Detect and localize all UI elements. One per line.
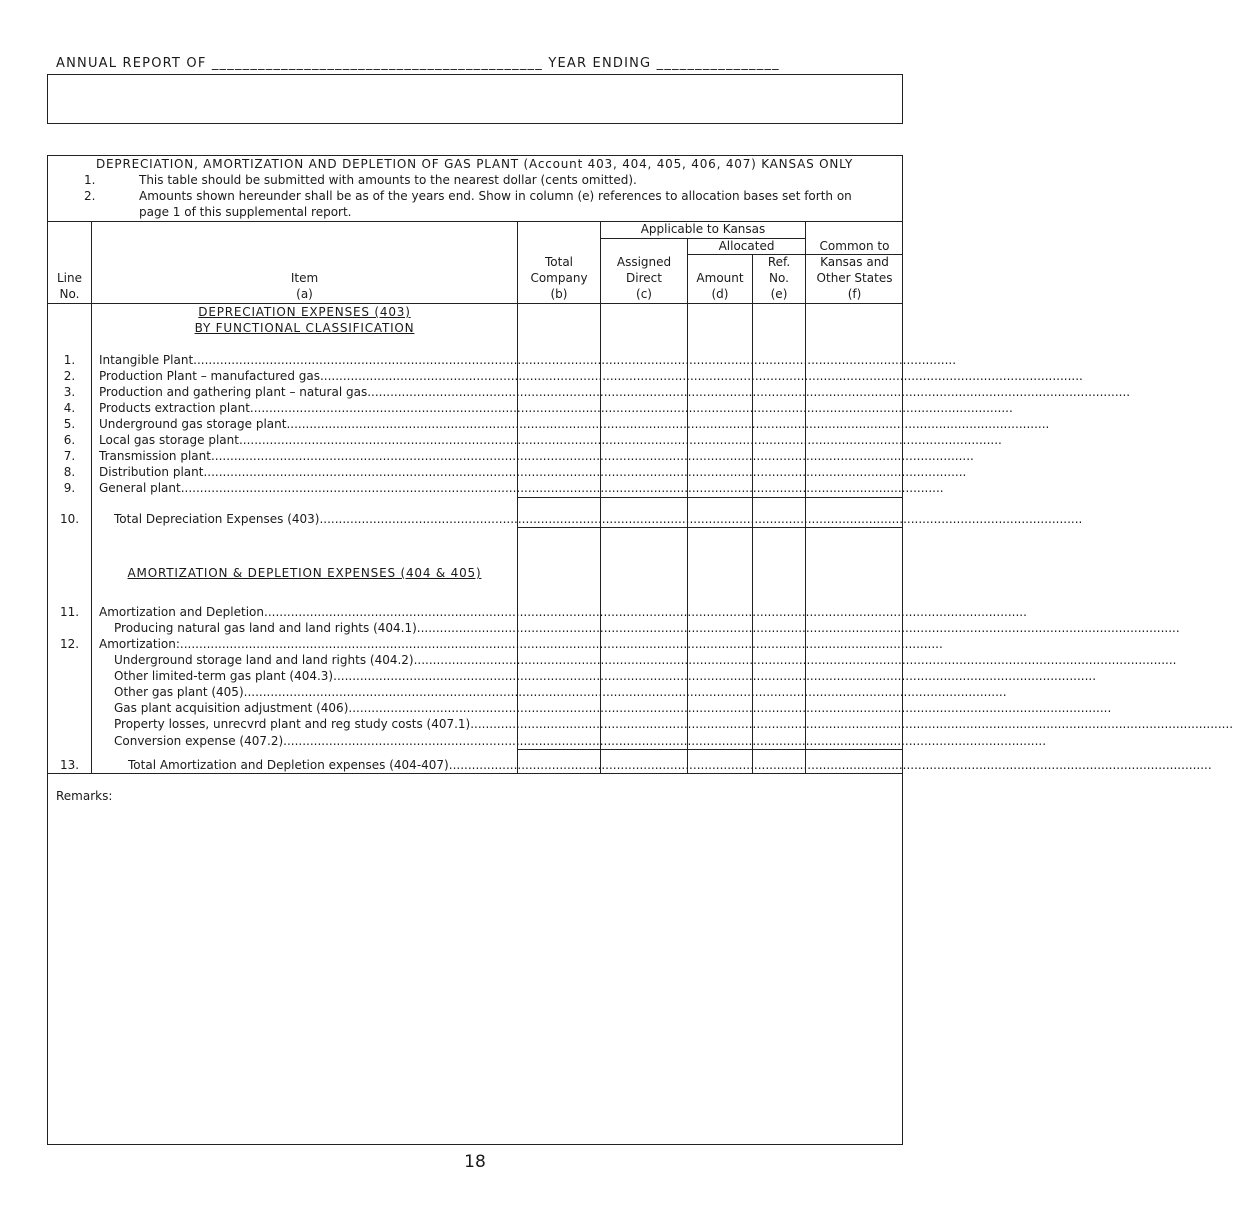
depreciation-row-8 xyxy=(0,464,967,480)
amortization-item-label: Amortization and Depletion xyxy=(99,605,264,619)
depreciation-total-row-10 xyxy=(0,511,1083,527)
report-header xyxy=(56,56,780,71)
rule-above-total-13 xyxy=(517,749,903,750)
depreciation-item xyxy=(99,416,1050,432)
depreciation-item-label: Intangible Plant xyxy=(99,353,194,367)
depreciation-item xyxy=(99,432,1002,448)
depreciation-item xyxy=(99,480,944,496)
page-number: 18 xyxy=(464,1152,486,1172)
instruction-2-text: Amounts shown hereunder shall be as of the years end. Show in column (e) references to allocation bases set forth on xyxy=(139,189,852,203)
depreciation-line-number: 6. xyxy=(63,433,76,447)
depreciation-row-2 xyxy=(0,368,1083,384)
amortization-item xyxy=(114,684,1007,700)
amortization-item-label: Other limited-term gas plant (404.3) xyxy=(114,669,334,683)
year-ending-blank[interactable]: ________________ xyxy=(656,56,780,71)
company-name-box[interactable] xyxy=(47,74,903,124)
depreciation-total-item-label: Total Depreciation Expenses (403) xyxy=(114,512,320,526)
depreciation-leader-dots: ........................................................................................................................................................................................................ xyxy=(249,401,1013,415)
annual-report-blank[interactable]: ___________________________________________ xyxy=(211,56,543,71)
depreciation-leader-dots: ........................................................................................................................................................................................................ xyxy=(193,353,957,367)
amortization-row-3 xyxy=(0,636,950,652)
depreciation-item-label: Distribution plant xyxy=(99,465,204,479)
depreciation-item xyxy=(99,400,1013,416)
rule-below-total-13 xyxy=(47,773,903,774)
depreciation-leader-dots: ........................................................................................................................................................................................................ xyxy=(180,481,944,495)
amortization-item xyxy=(114,652,1177,668)
amortization-total-leader-dots: ........................................................................................................................................................................................................ xyxy=(448,758,1212,772)
amortization-leader-dots: ........................................................................................................................................................................................................ xyxy=(413,653,1177,667)
amortization-leader-dots: ........................................................................................................................................................................................................ xyxy=(243,685,1007,699)
amortization-line-number: 12. xyxy=(59,637,80,651)
depreciation-item-label: Local gas storage plant xyxy=(99,433,239,447)
amortization-item xyxy=(114,668,1097,684)
depreciation-item-label: General plant xyxy=(99,481,181,495)
depreciation-line-number: 8. xyxy=(63,465,76,479)
amortization-row-9 xyxy=(0,733,1047,749)
col-header-allocated: Allocated xyxy=(718,239,775,253)
depreciation-line-number: 9. xyxy=(63,481,76,495)
col-header-amount-code: (d) xyxy=(711,287,729,301)
amortization-row-6 xyxy=(0,684,1007,700)
rule-above-total-10 xyxy=(517,497,903,498)
depreciation-item xyxy=(99,464,967,480)
instruction-1-num: 1. xyxy=(84,173,96,187)
depreciation-leader-dots: ........................................................................................................................................................................................................ xyxy=(319,369,1083,383)
amortization-row-1 xyxy=(0,604,1027,620)
remarks-area[interactable] xyxy=(48,806,902,1144)
depreciation-line-number: 7. xyxy=(63,449,76,463)
depreciation-row-7 xyxy=(0,448,974,464)
depreciation-line-number: 3. xyxy=(63,385,76,399)
amortization-row-7 xyxy=(0,700,1112,716)
amortization-total-line-number: 13. xyxy=(59,758,80,772)
amortization-row-4 xyxy=(0,652,1177,668)
amortization-row-2 xyxy=(0,620,1180,636)
amortization-line-number: 11. xyxy=(59,605,80,619)
amortization-row-5 xyxy=(0,668,1097,684)
instruction-2-num: 2. xyxy=(84,189,96,203)
amortization-leader-dots: ........................................................................................................................................................................................................ xyxy=(283,734,1047,748)
col-header-ref-no-code: (e) xyxy=(770,287,788,301)
depreciation-item-label: Transmission plant xyxy=(99,449,211,463)
amortization-total-item xyxy=(128,757,1212,773)
amortization-item xyxy=(99,636,943,652)
depreciation-total-item xyxy=(114,511,1083,527)
depreciation-row-1 xyxy=(0,352,957,368)
col-header-total-company: Total Company xyxy=(530,255,588,285)
instruction-2-cont: page 1 of this supplemental report. xyxy=(139,205,352,219)
depreciation-line-number: 1. xyxy=(63,353,76,367)
depreciation-item-label: Underground gas storage plant xyxy=(99,417,287,431)
section1-heading: DEPRECIATION EXPENSES (403) xyxy=(198,305,411,319)
amortization-item xyxy=(114,620,1180,636)
depreciation-line-number: 2. xyxy=(63,369,76,383)
col-header-amount: Amount xyxy=(696,271,744,285)
depreciation-item-label: Products extraction plant xyxy=(99,401,250,415)
table-title: DEPRECIATION, AMORTIZATION AND DEPLETION OF GAS PLANT (Account 403, 404, 405, 406, 407) KANSAS ONLY xyxy=(96,157,854,171)
depreciation-line-number: 4. xyxy=(63,401,76,415)
annual-report-label: ANNUAL REPORT OF xyxy=(56,56,207,71)
amortization-item-label: Producing natural gas land and land rights (404.1) xyxy=(114,621,417,635)
depreciation-item xyxy=(99,368,1083,384)
depreciation-total-line-number: 10. xyxy=(59,512,80,526)
depreciation-row-6 xyxy=(0,432,1002,448)
amortization-item-label: Other gas plant (405) xyxy=(114,685,244,699)
depreciation-item xyxy=(99,448,974,464)
amortization-item-label: Conversion expense (407.2) xyxy=(114,734,284,748)
col-header-common-code: (f) xyxy=(847,287,862,301)
amortization-total-item-label: Total Amortization and Depletion expenses (404-407) xyxy=(128,758,449,772)
amortization-item xyxy=(114,733,1047,749)
remarks-label: Remarks: xyxy=(56,789,113,803)
amortization-row-8 xyxy=(0,716,1233,732)
amortization-item xyxy=(114,716,1233,732)
amortization-item-label: Amortization: xyxy=(99,637,180,651)
amortization-item-label: Property losses, unrecvrd plant and reg study costs (407.1) xyxy=(114,717,471,731)
col-header-applicable-kansas: Applicable to Kansas xyxy=(640,222,766,236)
depreciation-row-3 xyxy=(0,384,1131,400)
col-header-ref-no: Ref. No. xyxy=(767,255,791,285)
depreciation-item xyxy=(99,352,957,368)
amortization-leader-dots: ........................................................................................................................................................................................................ xyxy=(264,605,1027,619)
depreciation-leader-dots: ........................................................................................................................................................................................................ xyxy=(203,465,967,479)
depreciation-row-4 xyxy=(0,400,1013,416)
depreciation-leader-dots: ........................................................................................................................................................................................................ xyxy=(286,417,1050,431)
amortization-leader-dots: ........................................................................................................................................................................................................ xyxy=(333,669,1097,683)
depreciation-item-label: Production Plant – manufactured gas xyxy=(99,369,320,383)
amortization-total-row-13 xyxy=(0,757,1212,773)
amortization-item xyxy=(114,700,1112,716)
col-header-common: Common to Kansas and Other States xyxy=(816,239,893,285)
depreciation-row-5 xyxy=(0,416,1050,432)
instruction-1-text: This table should be submitted with amounts to the nearest dollar (cents omitted). xyxy=(139,173,637,187)
section2-heading: AMORTIZATION & DEPLETION EXPENSES (404 & 405) xyxy=(127,566,482,580)
col-header-assigned-direct-code: (c) xyxy=(636,287,652,301)
depreciation-line-number: 5. xyxy=(63,417,76,431)
amortization-item xyxy=(99,604,1027,620)
section1-subheading: BY FUNCTIONAL CLASSIFICATION xyxy=(194,321,415,335)
col-header-assigned-direct: Assigned Direct xyxy=(616,255,672,285)
depreciation-item xyxy=(99,384,1131,400)
depreciation-leader-dots: ........................................................................................................................................................................................................ xyxy=(210,449,974,463)
col-header-item: Item xyxy=(290,271,319,285)
depreciation-leader-dots: ........................................................................................................................................................................................................ xyxy=(238,433,1002,447)
amortization-leader-dots: ........................................................................................................................................................................................................ xyxy=(416,621,1180,635)
depreciation-row-9 xyxy=(0,480,950,496)
rule-below-total-10 xyxy=(517,527,903,528)
col-header-item-code: (a) xyxy=(296,287,313,301)
amortization-leader-dots: ........................................................................................................................................................................................................ xyxy=(470,717,1233,731)
col-header-total-company-code: (b) xyxy=(550,287,568,301)
amortization-item-label: Underground storage land and land rights (404.2) xyxy=(114,653,414,667)
col-header-line-no: Line No. xyxy=(56,271,82,301)
amortization-item-label: Gas plant acquisition adjustment (406) xyxy=(114,701,349,715)
depreciation-total-leader-dots: ........................................................................................................................................................................................................ xyxy=(319,512,1083,526)
year-ending-label: YEAR ENDING xyxy=(548,56,652,71)
amortization-leader-dots: ........................................................................................................................................................................................................ xyxy=(179,637,943,651)
depreciation-item-label: Production and gathering plant – natural gas xyxy=(99,385,368,399)
amortization-leader-dots: ........................................................................................................................................................................................................ xyxy=(348,701,1112,715)
depreciation-leader-dots: ........................................................................................................................................................................................................ xyxy=(367,385,1131,399)
